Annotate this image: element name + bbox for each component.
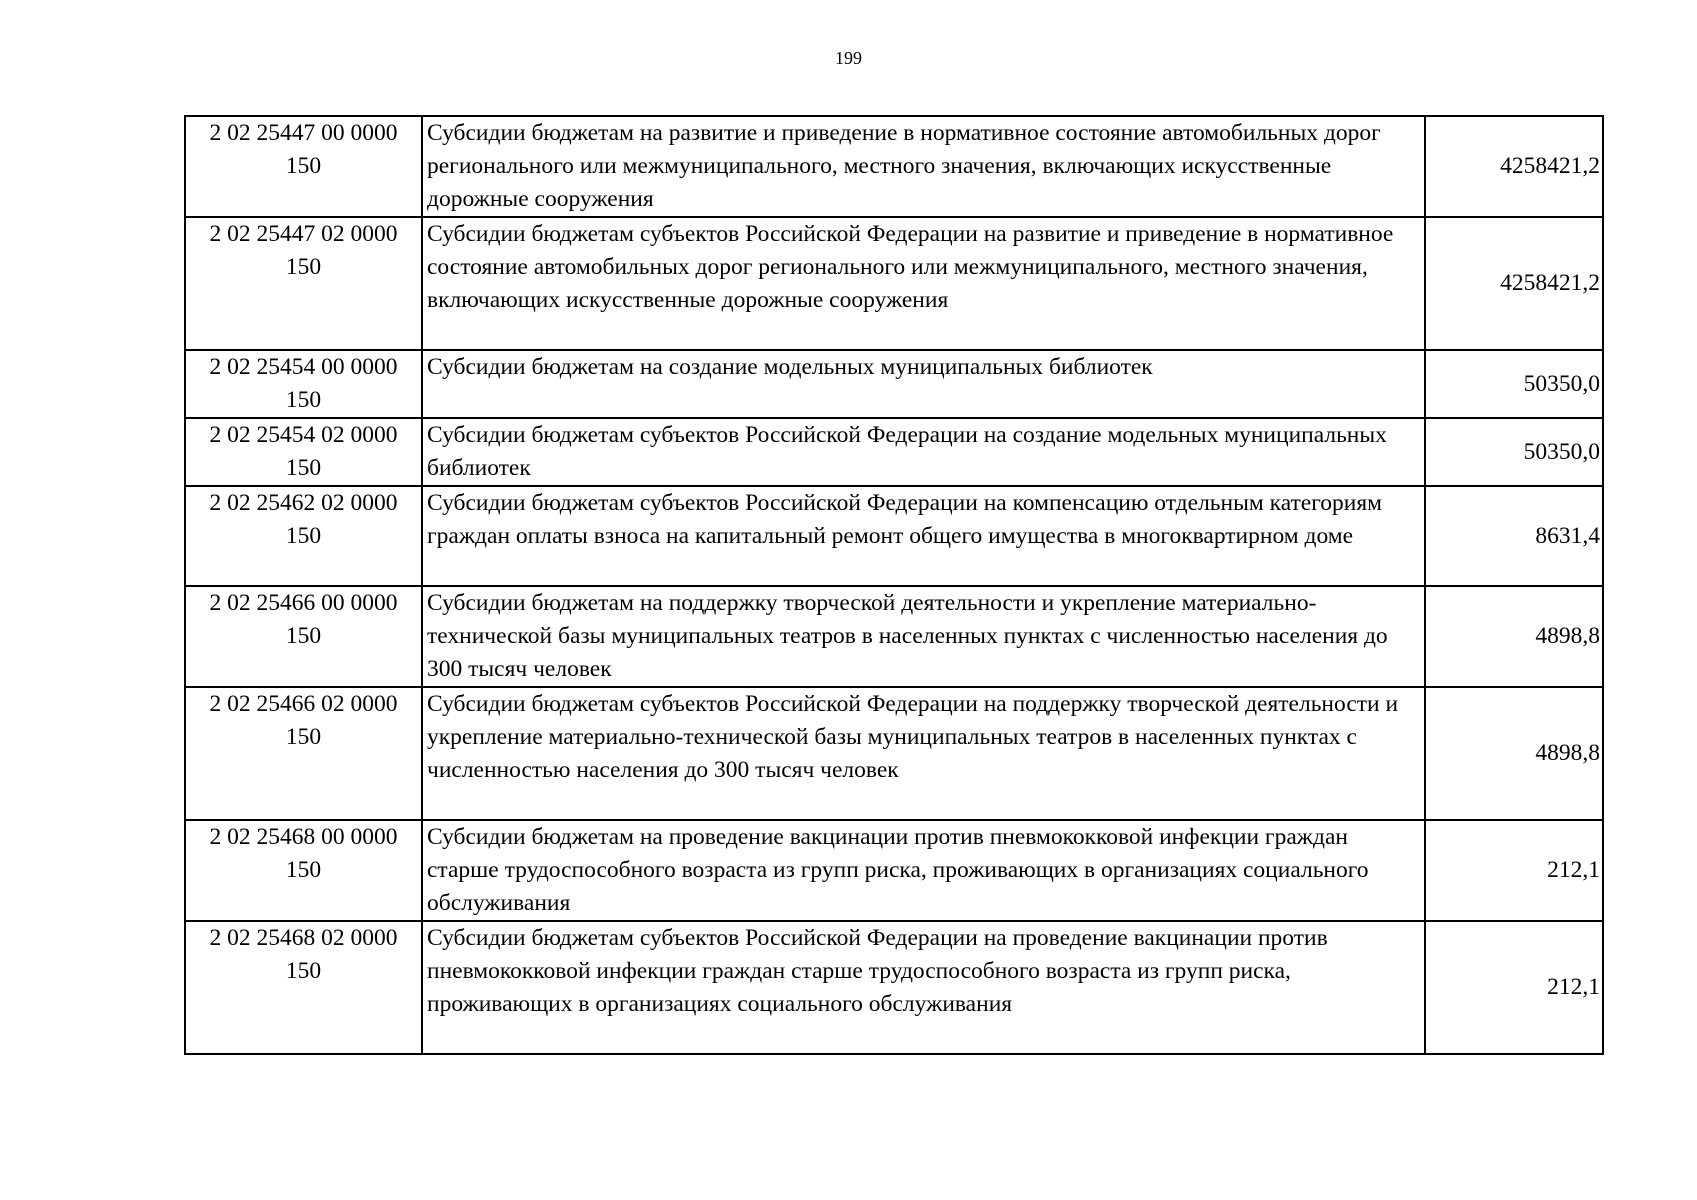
budget-code-line: 2 02 25466 02 0000	[209, 691, 398, 717]
budget-code-cell	[185, 217, 422, 350]
budget-code-cell	[185, 586, 422, 687]
amount-cell: 4898,8	[1425, 586, 1603, 687]
amount-cell: 50350,0	[1425, 350, 1603, 418]
budget-code-line: 2 02 25462 02 0000	[209, 490, 398, 516]
table-row	[185, 116, 1603, 217]
budget-code-line: 2 02 25468 02 0000	[209, 925, 398, 951]
table-row	[185, 350, 1603, 418]
budget-code-line: 150	[285, 153, 322, 179]
budget-code-line: 150	[285, 254, 322, 280]
amount-cell: 4258421,2	[1425, 116, 1603, 217]
table-row	[185, 921, 1603, 1054]
budget-code-line: 2 02 25447 02 0000	[209, 221, 398, 247]
amount-cell: 50350,0	[1425, 418, 1603, 486]
budget-code-cell	[185, 418, 422, 486]
table-row	[185, 586, 1603, 687]
budget-code-line: 150	[285, 523, 322, 549]
budget-code-cell	[185, 350, 422, 418]
description-cell: Субсидии бюджетам на проведение вакцинации против пневмококковой инфекции граждан старше трудоспособного возраста из групп риска, проживающих в организациях социального обслуживания	[422, 820, 1425, 921]
description-cell: Субсидии бюджетам субъектов Российской Федерации на проведение вакцинации против пневмококковой инфекции граждан старше трудоспособного возраста из групп риска, проживающих в организациях социального обслуживания	[422, 921, 1425, 1054]
amount-cell: 8631,4	[1425, 486, 1603, 586]
amount-cell: 4258421,2	[1425, 217, 1603, 350]
amount-cell: 212,1	[1425, 921, 1603, 1054]
table-row	[185, 687, 1603, 820]
description-cell: Субсидии бюджетам субъектов Российской Федерации на поддержку творческой деятельности и укрепление материально-технической базы муниципальных театров в населенных пунктах с численностью населения до 300 тысяч человек	[422, 687, 1425, 820]
budget-code-cell	[185, 820, 422, 921]
budget-code-cell	[185, 486, 422, 586]
budget-code-cell	[185, 921, 422, 1054]
budget-code-line: 150	[285, 857, 322, 883]
budget-table	[184, 115, 1604, 1055]
budget-code-line: 150	[285, 387, 322, 413]
description-cell: Субсидии бюджетам на создание модельных муниципальных библиотек	[422, 350, 1425, 418]
budget-code-cell	[185, 116, 422, 217]
budget-code-cell	[185, 687, 422, 820]
budget-code-line: 150	[285, 724, 322, 750]
budget-code-line: 150	[285, 958, 322, 984]
table-row	[185, 486, 1603, 586]
description-cell: Субсидии бюджетам на развитие и приведение в нормативное состояние автомобильных дорог регионального или межмуниципального, местного значения, включающих искусственные дорожные сооружения	[422, 116, 1425, 217]
amount-cell: 4898,8	[1425, 687, 1603, 820]
budget-code-line: 2 02 25454 00 0000	[209, 354, 398, 380]
budget-code-line: 150	[285, 623, 322, 649]
table-row	[185, 820, 1603, 921]
budget-code-line: 2 02 25466 00 0000	[209, 590, 398, 616]
page-number: 199	[835, 48, 862, 68]
budget-code-line: 2 02 25454 02 0000	[209, 422, 398, 448]
budget-code-line: 150	[285, 455, 322, 481]
table-row	[185, 217, 1603, 350]
budget-code-line: 2 02 25447 00 0000	[209, 120, 398, 146]
budget-code-line: 2 02 25468 00 0000	[209, 824, 398, 850]
description-cell: Субсидии бюджетам субъектов Российской Федерации на развитие и приведение в нормативное состояние автомобильных дорог регионального или межмуниципального, местного значения, включающих искусственные дорожные сооружения	[422, 217, 1425, 350]
amount-cell: 212,1	[1425, 820, 1603, 921]
description-cell: Субсидии бюджетам субъектов Российской Федерации на компенсацию отдельным категориям граждан оплаты взноса на капитальный ремонт общего имущества в многоквартирном доме	[422, 486, 1425, 586]
table-row	[185, 418, 1603, 486]
description-cell: Субсидии бюджетам на поддержку творческой деятельности и укрепление материально-технической базы муниципальных театров в населенных пунктах с численностью населения до 300 тысяч человек	[422, 586, 1425, 687]
description-cell: Субсидии бюджетам субъектов Российской Федерации на создание модельных муниципальных библиотек	[422, 418, 1425, 486]
